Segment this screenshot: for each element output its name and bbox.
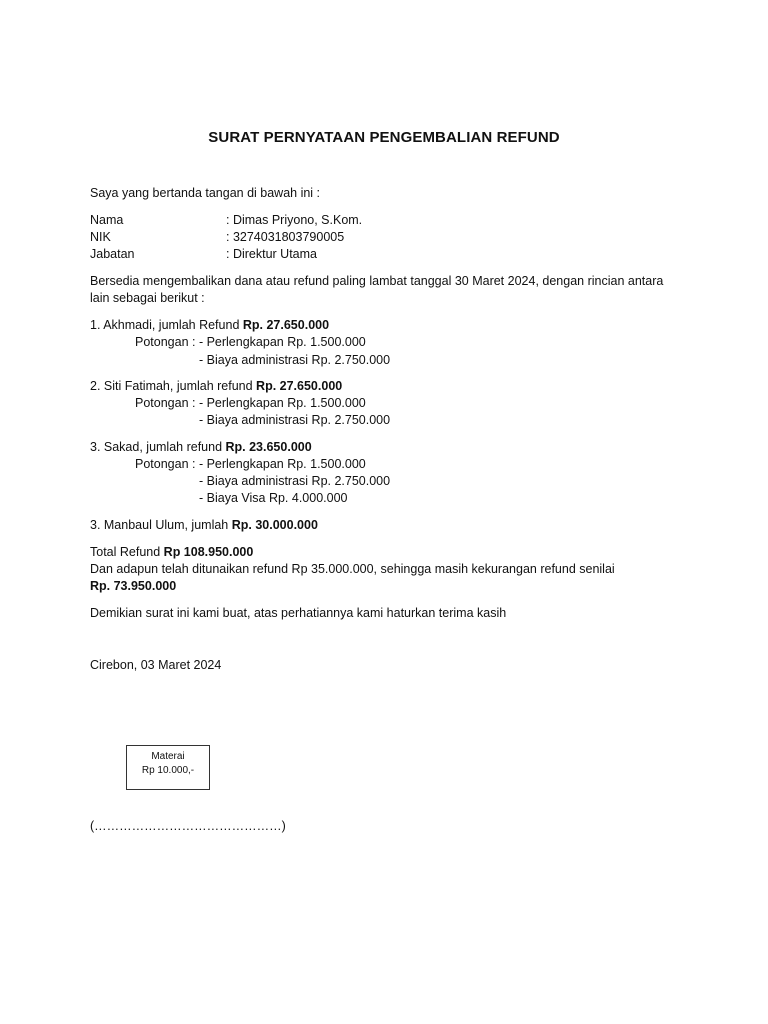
identity-label: Nama: [90, 213, 124, 227]
refund-item-3: [90, 439, 312, 456]
identity-value: : 3274031803790005: [226, 230, 345, 244]
deduction-line: - Biaya Visa Rp. 4.000.000: [199, 491, 348, 505]
refund-item-amount: Rp. 23.650.000: [225, 440, 312, 454]
refund-item-amount: Rp. 27.650.000: [242, 318, 330, 332]
materai-stamp-box: [126, 745, 210, 790]
closing-text: Demikian surat ini kami buat, atas perhatiannya kami haturkan terima kasih: [90, 606, 507, 620]
total-refund: [90, 544, 253, 561]
identity-row-jabatan: [90, 246, 317, 263]
refund-item-text: 3. Sakad, jumlah refund: [90, 440, 226, 454]
identity-value: : Dimas Priyono, S.Kom.: [226, 213, 363, 227]
identity-value: : Direktur Utama: [226, 247, 317, 261]
identity-label: NIK: [90, 230, 111, 244]
intro-text: Saya yang bertanda tangan di bawah ini :: [90, 186, 321, 200]
refund-item-1: [90, 317, 329, 334]
identity-label: Jabatan: [90, 247, 135, 261]
total-label: Total Refund: [90, 545, 164, 559]
identity-row-name: [90, 212, 362, 229]
signature-line: (………………………………………): [90, 819, 286, 833]
refund-item-text: 2. Siti Fatimah, jumlah refund: [90, 379, 257, 393]
refund-item-2: [90, 378, 342, 395]
refund-item-amount: Rp. 27.650.000: [256, 379, 343, 393]
deduction-line: - Biaya administrasi Rp. 2.750.000: [199, 474, 391, 488]
refund-item-text: 3. Manbaul Ulum, jumlah: [90, 518, 232, 532]
stamp-line-2: Rp 10.000,-: [141, 765, 195, 776]
refund-item-4: [90, 517, 318, 534]
refund-item-amount: Rp. 30.000.000: [231, 518, 318, 532]
deduction-line: - Biaya administrasi Rp. 2.750.000: [199, 413, 391, 427]
refund-item-text: 1. Akhmadi, jumlah Refund: [90, 318, 243, 332]
remaining-amount-value: Rp. 73.950.000: [90, 579, 177, 593]
document-title: SURAT PERNYATAAN PENGEMBALIAN REFUND: [208, 129, 560, 146]
deduction-line: Potongan : - Perlengkapan Rp. 1.500.000: [135, 457, 366, 471]
deduction-line: - Biaya administrasi Rp. 2.750.000: [199, 353, 391, 367]
deduction-line: Potongan : - Perlengkapan Rp. 1.500.000: [135, 335, 366, 349]
place-date: Cirebon, 03 Maret 2024: [90, 658, 222, 672]
statement-paragraph: Bersedia mengembalikan dana atau refund paling lambat tanggal 30 Maret 2024, dengan rincian antara lain sebagai berikut :: [90, 274, 664, 305]
paid-note: Dan adapun telah ditunaikan refund Rp 35.000.000, sehingga masih kekurangan refund senilai: [90, 562, 615, 576]
stamp-line-1: Materai: [151, 751, 185, 762]
identity-row-nik: [90, 229, 344, 246]
total-amount: Rp 108.950.000: [163, 545, 254, 559]
deduction-line: Potongan : - Perlengkapan Rp. 1.500.000: [135, 396, 366, 410]
remaining-amount: [90, 578, 176, 595]
